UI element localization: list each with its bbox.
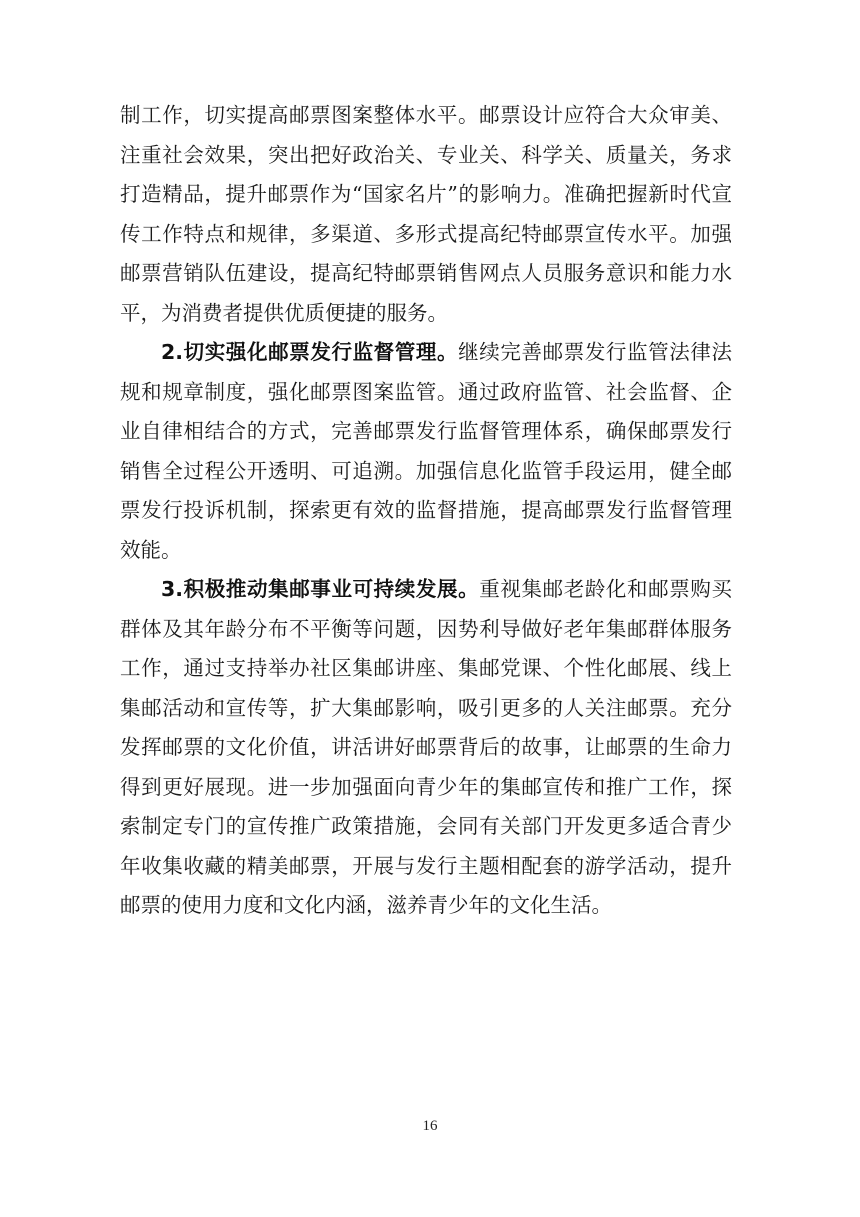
paragraph-text: 继续完善邮票发行监管法律法规和规章制度，强化邮票图案监管。通过政府监管、社会监督、企业自律相结合的方式，完善邮票发行监督管理体系，确保邮票发行销售全过程公开透明、可追溯。加强信息化监管手段运用，健全邮票发行投诉机制，探索更有效的监督措施，提高邮票发行监督管理效能。 (120, 340, 732, 562)
body-text (120, 96, 732, 926)
paragraph-heading: 3.积极推动集邮事业可持续发展。 (161, 577, 480, 601)
paragraph-heading: 2.切实强化邮票发行监督管理。 (161, 340, 459, 364)
page-number: 16 (422, 1118, 438, 1134)
paragraph-continuation (120, 96, 732, 333)
paragraph-philately-development (120, 570, 732, 926)
paragraph-text: 重视集邮老龄化和邮票购买群体及其年龄分布不平衡等问题，因势利导做好老年集邮群体服务工作，通过支持举办社区集邮讲座、集邮党课、个性化邮展、线上集邮活动和宣传等，扩大集邮影响，吸引更多的人关注邮票。充分发挥邮票的文化价值，讲活讲好邮票背后的故事，让邮票的生命力得到更好展现。进一步加强面向青少年的集邮宣传和推广工作，探索制定专门的宣传推广政策措施，会同有关部门开发更多适合青少年收集收藏的精美邮票，开展与发行主题相配套的游学活动，提升邮票的使用力度和文化内涵，滋养青少年的文化生活。 (120, 577, 732, 917)
paragraph-stamp-supervision (120, 333, 732, 570)
paragraph-text: 制工作，切实提高邮票图案整体水平。邮票设计应符合大众审美、注重社会效果，突出把好政治关、专业关、科学关、质量关，务求打造精品，提升邮票作为“国家名片”的影响力。准确把握新时代宣传工作特点和规律，多渠道、多形式提高纪特邮票宣传水平。加强邮票营销队伍建设，提高纪特邮票销售网点人员服务意识和能力水平，为消费者提供优质便捷的服务。 (120, 103, 732, 325)
